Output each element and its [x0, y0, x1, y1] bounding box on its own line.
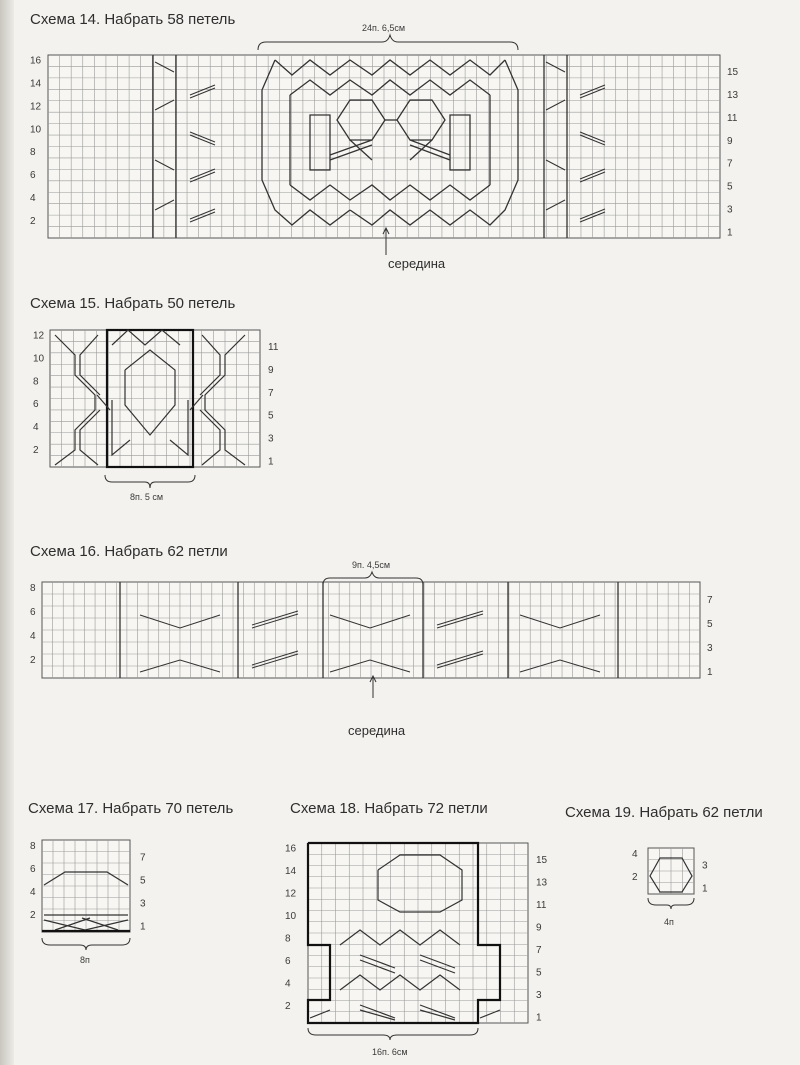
scheme-14-bracket-label: 24п. 6,5см	[362, 23, 406, 33]
row-number-left: 8	[30, 583, 36, 594]
row-number-left: 6	[33, 399, 39, 411]
row-number-left: 4	[30, 631, 36, 642]
row-number-right: 5	[536, 967, 542, 979]
scheme-14	[30, 11, 739, 271]
scheme-15-title: Схема 15. Набрать 50 петель	[30, 295, 236, 312]
scheme-14-width-bracket	[258, 35, 518, 50]
row-number-left: 8	[33, 376, 39, 388]
scheme-15-bracket-label: 8п. 5 см	[130, 492, 164, 502]
row-number-left: 14	[30, 78, 42, 90]
row-number-right: 15	[536, 854, 548, 866]
row-number-right: 5	[268, 410, 274, 422]
scheme-16-grid	[42, 582, 700, 678]
row-number-right: 3	[727, 204, 733, 216]
row-number-right: 1	[268, 456, 274, 468]
row-number-left: 6	[285, 956, 291, 968]
scheme-16	[30, 543, 713, 738]
scheme-18-width-bracket	[308, 1028, 478, 1040]
row-number-left: 2	[30, 655, 36, 666]
row-number-left: 4	[30, 886, 36, 898]
row-number-left: 2	[33, 444, 39, 456]
scheme-16-title: Схема 16. Набрать 62 петли	[30, 543, 228, 560]
row-number-right: 9	[268, 364, 274, 376]
row-number-left: 16	[285, 843, 297, 855]
row-number-right: 3	[268, 433, 274, 445]
row-number-right: 3	[536, 989, 542, 1001]
row-number-left: 8	[285, 933, 291, 945]
scheme-16-bracket-label: 9п. 4,5см	[352, 560, 391, 570]
row-number-right: 13	[536, 877, 548, 889]
scheme-16-center-label: середина	[348, 723, 406, 738]
scheme-19-grid	[648, 848, 694, 894]
row-number-left: 4	[33, 422, 39, 434]
row-number-left: 6	[30, 863, 36, 875]
row-number-right: 9	[727, 135, 733, 147]
scheme-19-bracket-label: 4п	[664, 917, 674, 927]
row-number-right: 5	[727, 181, 733, 193]
row-number-right: 7	[707, 595, 713, 606]
scheme-17-width-bracket	[42, 938, 130, 950]
row-number-right: 7	[140, 852, 146, 864]
row-number-left: 2	[285, 1001, 291, 1013]
row-number-right: 9	[536, 922, 542, 934]
row-number-left: 6	[30, 170, 36, 182]
row-number-left: 10	[285, 911, 297, 923]
row-number-right: 7	[268, 387, 274, 399]
row-number-left: 4	[632, 848, 638, 860]
row-number-right: 15	[727, 67, 739, 79]
scheme-17	[28, 800, 233, 965]
scheme-19	[565, 804, 763, 927]
row-number-left: 6	[30, 607, 36, 618]
row-number-right: 1	[727, 227, 733, 239]
row-number-right: 1	[536, 1012, 542, 1024]
row-number-left: 12	[30, 101, 42, 113]
row-number-left: 10	[30, 124, 42, 136]
scheme-18	[285, 800, 548, 1057]
row-number-left: 4	[30, 192, 36, 204]
row-number-right: 11	[536, 899, 547, 911]
row-number-left: 2	[632, 871, 638, 883]
row-number-right: 7	[727, 158, 733, 170]
scheme-16-center-arrow	[370, 676, 376, 698]
row-number-left: 8	[30, 147, 36, 159]
scheme-17-grid	[42, 840, 130, 932]
row-number-right: 1	[707, 667, 713, 678]
row-number-right: 5	[140, 875, 146, 887]
row-number-left: 10	[33, 353, 45, 365]
scheme-18-bracket-label: 16п. 6см	[372, 1047, 408, 1057]
row-number-left: 12	[285, 888, 297, 900]
row-number-left: 16	[30, 55, 42, 67]
scheme-18-title: Схема 18. Набрать 72 петли	[290, 800, 488, 817]
row-number-right: 3	[707, 643, 713, 654]
row-number-right: 5	[707, 619, 713, 630]
row-number-left: 8	[30, 840, 36, 852]
row-number-right: 7	[536, 944, 542, 956]
row-number-right: 13	[727, 90, 739, 102]
row-number-left: 2	[30, 215, 36, 227]
row-number-right: 3	[702, 860, 708, 872]
scheme-19-title: Схема 19. Набрать 62 петли	[565, 804, 763, 821]
scheme-14-center-arrow	[383, 228, 389, 255]
row-number-right: 1	[702, 883, 708, 895]
row-number-right: 11	[727, 112, 738, 124]
scheme-17-title: Схема 17. Набрать 70 петель	[28, 800, 234, 817]
scheme-15-grid	[50, 330, 260, 467]
row-number-right: 3	[140, 898, 146, 910]
scheme-17-bracket-label: 8п	[80, 955, 90, 965]
scheme-14-grid	[48, 55, 720, 238]
scheme-15-width-bracket	[105, 475, 195, 488]
scheme-14-center-label: середина	[388, 256, 446, 271]
row-number-left: 12	[33, 330, 45, 342]
row-number-right: 1	[140, 921, 146, 933]
row-number-left: 4	[285, 978, 291, 990]
scheme-18-grid	[308, 843, 528, 1023]
scheme-14-title: Схема 14. Набрать 58 петель	[30, 11, 236, 28]
scheme-19-width-bracket	[648, 898, 694, 909]
row-number-left: 2	[30, 909, 36, 921]
row-number-left: 14	[285, 866, 297, 878]
row-number-right: 11	[268, 342, 279, 354]
scheme-15	[30, 295, 279, 502]
